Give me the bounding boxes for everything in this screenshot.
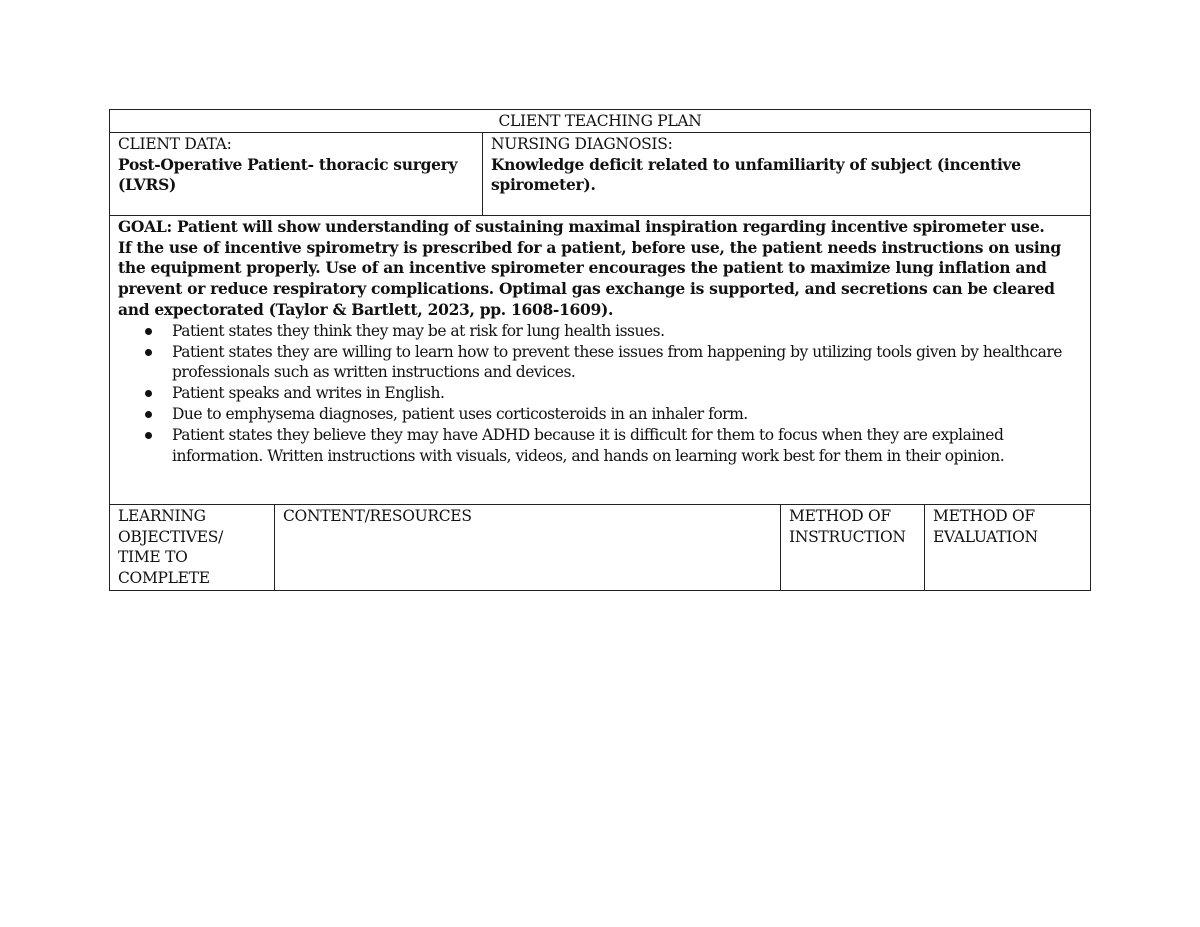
header-method-of-evaluation: METHOD OF EVALUATION [924,505,1090,590]
nursing-diagnosis-label: NURSING DIAGNOSIS: [491,134,673,153]
nursing-diagnosis-cell [482,133,1090,215]
nursing-diagnosis-value: Knowledge deficit related to unfamiliarity of subject (incentive spirometer). [491,154,1021,195]
table-title: CLIENT TEACHING PLAN [498,112,702,130]
patient-assessment-list [118,321,1082,467]
goal-row [110,216,1090,505]
goal-rationale: If the use of incentive spirometry is prescribed for a patient, before use, the patient needs instructions on using the equipment properly. Use of an incentive spirometer encourages the patient to maximize lung inflation and prevent or reduce respiratory complications. Optimal gas exchange is supported, and secretions can be cleared and expectorated (Taylor & Bartlett, 2023, pp. 1608-1609). [118,237,1061,319]
title-row [110,110,1090,133]
client-teaching-plan-table [109,109,1091,591]
goal-statement: Patient will show understanding of sustaining maximal inspiration regarding incentive spirometer use. [177,216,1045,236]
client-data-row [110,133,1090,216]
list-item: Patient speaks and writes in English. [172,383,1082,404]
client-data-label: CLIENT DATA: [118,134,232,153]
client-data-cell [110,133,482,215]
list-item: Due to emphysema diagnoses, patient uses corticosteroids in an inhaler form. [172,404,1082,425]
goal-label: GOAL: [118,216,172,236]
header-method-of-instruction: METHOD OF INSTRUCTION [780,505,924,590]
list-item: Patient states they are willing to learn how to prevent these issues from happening by utilizing tools given by healthcare professionals such as written instructions and devices. [172,342,1082,384]
goal-statement-line [118,217,1082,238]
column-header-row [110,505,1090,590]
goal-cell [110,216,1090,504]
header-learning-objectives: LEARNING OBJECTIVES/ TIME TO COMPLETE [118,506,223,588]
header-content-resources: CONTENT/RESOURCES [274,505,780,590]
client-data-value: Post-Operative Patient- thoracic surgery (LVRS) [118,154,458,195]
list-item: Patient states they believe they may have ADHD because it is difficult for them to focus when they are explained information. Written instructions with visuals, videos, and hands on learning work best for them in their opinion. [172,425,1082,467]
list-item: Patient states they think they may be at risk for lung health issues. [172,321,1082,342]
